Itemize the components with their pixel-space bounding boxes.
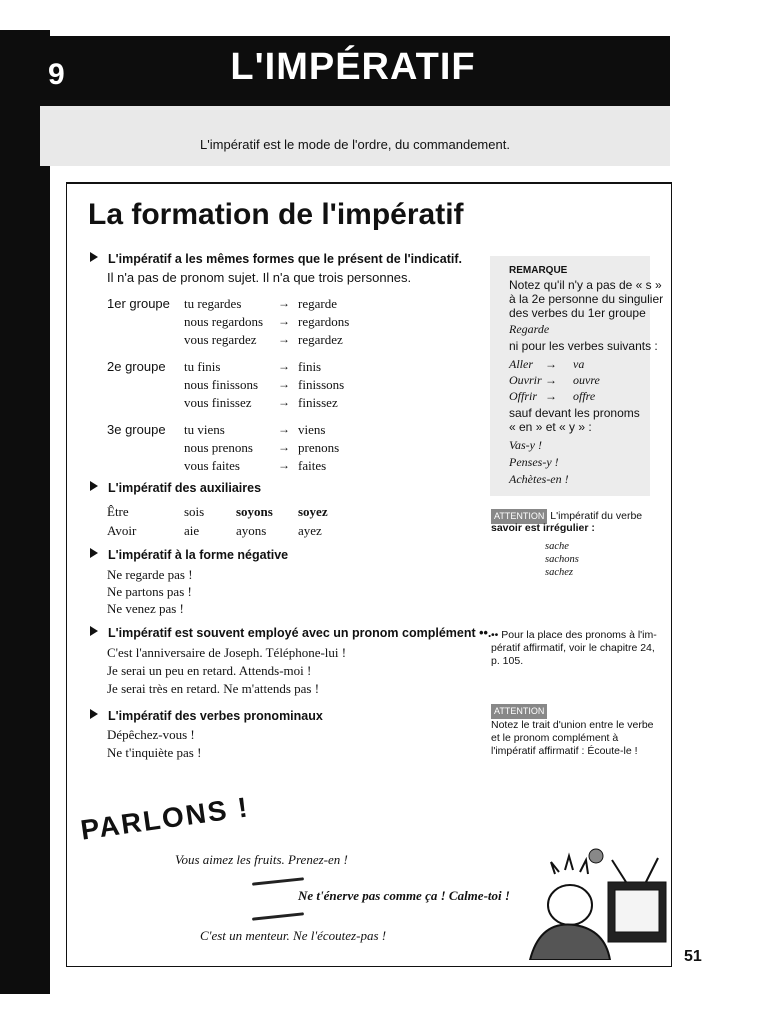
page-number: 51 bbox=[684, 948, 702, 965]
bullet-triangle-icon bbox=[90, 709, 98, 719]
aux-form: soyons bbox=[236, 504, 273, 519]
rule-title: L'impératif est souvent employé avec un pronom complément ••. bbox=[108, 626, 492, 640]
group-label: 3e groupe bbox=[107, 422, 166, 437]
rule-text: Il n'a pas de pronom sujet. Il n'a que trois personnes. bbox=[107, 270, 412, 285]
remarque-form: ouvre bbox=[573, 373, 600, 387]
remarque-verb: Aller bbox=[509, 357, 533, 371]
savoir-form: sache bbox=[545, 541, 569, 552]
rule-title: L'impératif des verbes pronominaux bbox=[108, 709, 323, 723]
example-line: Ne partons pas ! bbox=[107, 584, 192, 599]
chapter-title: L'IMPÉRATIF bbox=[230, 46, 476, 88]
remarque-text: des verbes du 1er groupe bbox=[509, 306, 646, 320]
example-line: C'est l'anniversaire de Joseph. Téléphone-lui ! bbox=[107, 645, 347, 660]
bullet-triangle-icon bbox=[90, 252, 98, 262]
bullet-triangle-icon bbox=[90, 548, 98, 558]
aux-form: aie bbox=[184, 523, 200, 538]
note-line: •• Pour la place des pronoms à l'im- bbox=[491, 629, 657, 641]
remarque-example: Vas-y ! bbox=[509, 438, 542, 452]
conj-form: vous finissez bbox=[184, 395, 252, 410]
savoir-form: sachez bbox=[545, 567, 573, 578]
cartoon-illustration bbox=[500, 830, 670, 960]
conj-form: tu regardes bbox=[184, 296, 242, 311]
remarque-verb: Ouvrir bbox=[509, 373, 542, 387]
remarque-text: à la 2e personne du singulier bbox=[509, 292, 664, 306]
attention-text: savoir est irrégulier : bbox=[491, 522, 595, 534]
aux-verb: Avoir bbox=[107, 523, 137, 538]
remarque-title: REMARQUE bbox=[509, 265, 568, 276]
dialogue-quote: Ne t'énerve pas comme ça ! Calme-toi ! bbox=[298, 888, 510, 903]
example-line: Ne t'inquiète pas ! bbox=[107, 745, 202, 760]
savoir-form: sachons bbox=[545, 554, 579, 565]
remarque-text: Notez qu'il n'y a pas de « s » bbox=[509, 278, 662, 292]
intro-text: L'impératif est le mode de l'ordre, du commandement. bbox=[200, 137, 510, 152]
remarque-example: Regarde bbox=[509, 322, 550, 336]
rule-title: L'impératif des auxiliaires bbox=[108, 481, 262, 495]
group-label: 1er groupe bbox=[107, 296, 170, 311]
aux-form: ayons bbox=[236, 523, 267, 538]
remarque-text: sauf devant les pronoms bbox=[509, 406, 640, 420]
imp-form: finissez bbox=[298, 395, 338, 410]
arrow-icon: → bbox=[278, 314, 290, 328]
note-line: pératif affirmatif, voir le chapitre 24, bbox=[491, 642, 655, 654]
conj-form: vous regardez bbox=[184, 332, 257, 347]
example-line: Je serai un peu en retard. Attends-moi ! bbox=[107, 663, 312, 678]
attention-badge: ATTENTION bbox=[491, 509, 547, 524]
remarque-form: offre bbox=[573, 389, 596, 403]
imp-form: faites bbox=[298, 458, 327, 473]
attention-text: l'impératif affirmatif : Écoute-le ! bbox=[491, 745, 638, 757]
bullet-triangle-icon bbox=[90, 626, 98, 636]
aux-form: sois bbox=[184, 504, 205, 519]
example-line: Je serai très en retard. Ne m'attends pas ! bbox=[107, 681, 320, 696]
rule-title: L'impératif a les mêmes formes que le présent de l'indicatif. bbox=[108, 252, 462, 266]
rule-pronom bbox=[90, 626, 491, 640]
conj-form: vous faites bbox=[184, 458, 240, 473]
chapter-header bbox=[36, 36, 670, 106]
imp-form: viens bbox=[298, 422, 326, 437]
remarque-example: Achètes-en ! bbox=[509, 472, 569, 486]
arrow-icon: → bbox=[278, 395, 290, 409]
parlons-title: PARLONS ! bbox=[78, 791, 252, 846]
imp-form: prenons bbox=[298, 440, 340, 455]
conj-form: nous regardons bbox=[184, 314, 264, 329]
arrow-icon: → bbox=[278, 422, 290, 436]
arrow-icon: → bbox=[278, 377, 290, 391]
example-line: Dépêchez-vous ! bbox=[107, 727, 195, 742]
page-spine bbox=[0, 30, 50, 994]
imp-form: regarde bbox=[298, 296, 337, 311]
imp-form: finissons bbox=[298, 377, 345, 392]
aux-verb: Être bbox=[107, 504, 129, 519]
aux-form: ayez bbox=[298, 523, 322, 538]
conj-form: tu viens bbox=[184, 422, 225, 437]
aux-form: soyez bbox=[298, 504, 328, 519]
attention-badge-wrap bbox=[491, 704, 547, 719]
attention-badge: ATTENTION bbox=[491, 704, 547, 719]
arrow-icon: → bbox=[278, 458, 290, 472]
arrow-icon: → bbox=[545, 389, 557, 403]
note-line: p. 105. bbox=[491, 655, 524, 667]
rule-pronominaux bbox=[90, 709, 323, 723]
arrow-icon: → bbox=[278, 332, 290, 346]
example-line: Ne regarde pas ! bbox=[107, 567, 193, 582]
remarque-text: « en » et « y » : bbox=[509, 420, 592, 434]
imp-form: regardez bbox=[298, 332, 343, 347]
rule-formes bbox=[90, 252, 462, 266]
dialogue-quote: Vous aimez les fruits. Prenez-en ! bbox=[175, 852, 348, 867]
attention-text: L'impératif du verbe bbox=[550, 510, 643, 522]
attention-text: Notez le trait d'union entre le verbe bbox=[491, 719, 654, 731]
arrow-icon: → bbox=[278, 440, 290, 454]
dialogue-quote: C'est un menteur. Ne l'écoutez-pas ! bbox=[200, 928, 387, 943]
imp-form: regardons bbox=[298, 314, 350, 329]
attention-text: et le pronom complément à bbox=[491, 732, 619, 744]
rule-auxiliaires bbox=[90, 481, 261, 495]
bullet-triangle-icon bbox=[90, 481, 98, 491]
section-title: La formation de l'impératif bbox=[88, 198, 464, 231]
arrow-icon: → bbox=[545, 357, 557, 371]
chapter-number: 9 bbox=[48, 58, 65, 91]
imp-form: finis bbox=[298, 359, 322, 374]
arrow-icon: → bbox=[278, 296, 290, 310]
intro-band bbox=[40, 106, 670, 166]
conj-form: tu finis bbox=[184, 359, 221, 374]
group-label: 2e groupe bbox=[107, 359, 166, 374]
rule-negative bbox=[90, 548, 288, 562]
example-line: Ne venez pas ! bbox=[107, 601, 184, 616]
remarque-example: Penses-y ! bbox=[509, 455, 559, 469]
remarque-verb: Offrir bbox=[509, 389, 538, 403]
remarque-text: ni pour les verbes suivants : bbox=[509, 339, 658, 353]
conj-form: nous prenons bbox=[184, 440, 253, 455]
arrow-icon: → bbox=[278, 359, 290, 373]
remarque-form: va bbox=[573, 357, 585, 371]
rule-title: L'impératif à la forme négative bbox=[108, 548, 289, 562]
conj-form: nous finissons bbox=[184, 377, 259, 392]
arrow-icon: → bbox=[545, 373, 557, 387]
